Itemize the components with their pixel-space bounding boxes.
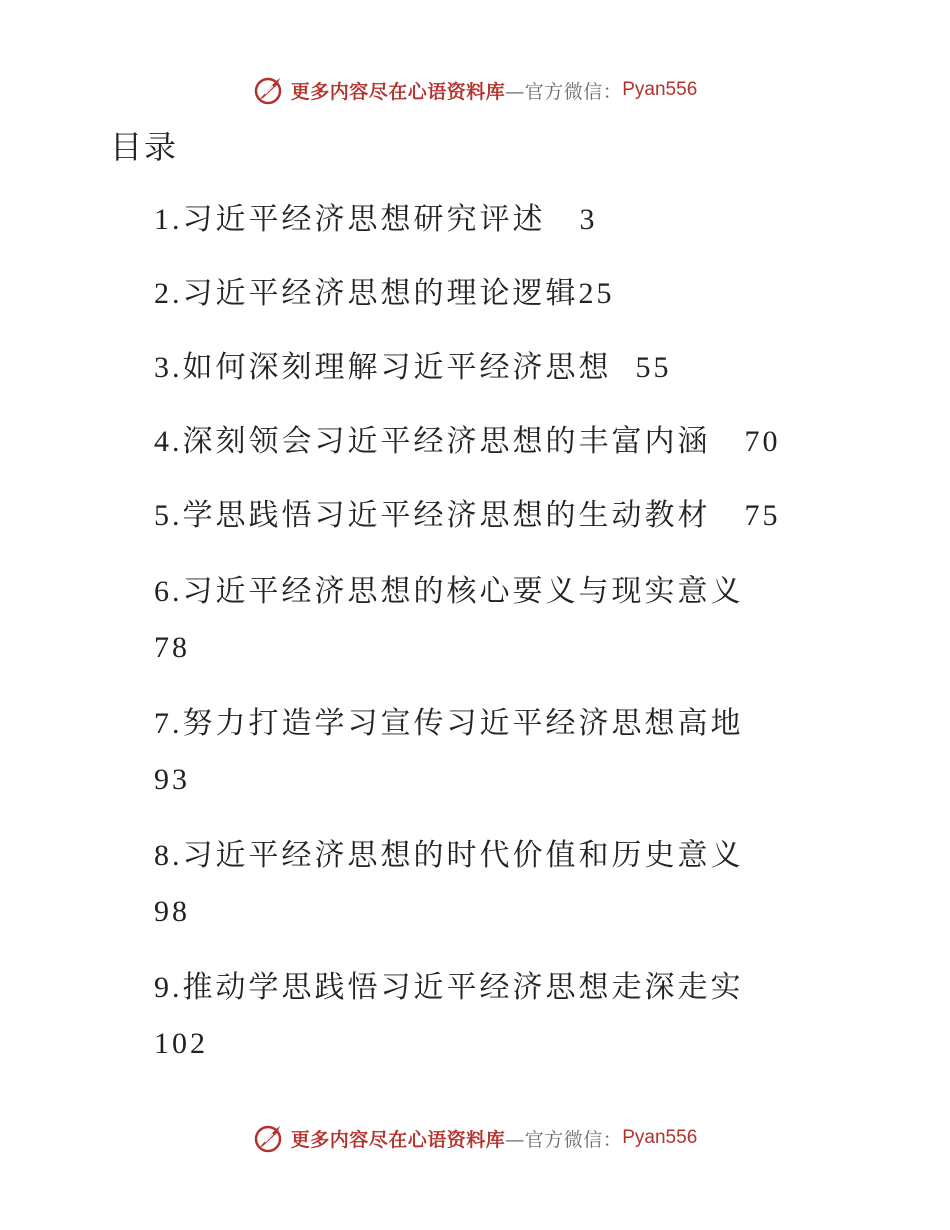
toc-item-page: 55 — [635, 351, 672, 384]
quill-logo-icon — [253, 1122, 285, 1154]
toc-item-page: 75 — [744, 499, 781, 532]
toc-item-title: 如何深刻理解习近平经济思想 — [182, 350, 612, 385]
banner-wechat-id: Pyan556 — [622, 1127, 698, 1148]
toc-item[interactable] — [154, 564, 814, 696]
toc-item[interactable] — [154, 342, 814, 416]
toc-item-title: 习近平经济思想的时代价值和历史意义 — [182, 838, 744, 873]
banner-main-text: 更多内容尽在心语资料库 — [290, 80, 506, 103]
toc-item-page: 3 — [579, 203, 598, 236]
toc-item-title: 习近平经济思想研究评述 — [182, 202, 546, 237]
banner-sub-text: —官方微信： — [505, 80, 623, 103]
toc-item-title: 深刻领会习近平经济思想的丰富内涵 — [182, 424, 711, 459]
toc-item-number: 8. — [154, 839, 183, 872]
toc-item-page: 25 — [578, 277, 615, 310]
toc-item[interactable] — [154, 828, 814, 960]
toc-item[interactable] — [154, 490, 814, 564]
toc-item-title: 努力打造学习宣传习近平经济思想高地 — [182, 706, 744, 741]
footer-watermark — [0, 1118, 950, 1158]
banner-sub-text: —官方微信： — [505, 1128, 623, 1151]
toc-item-number: 5. — [154, 499, 183, 532]
toc-item[interactable] — [154, 416, 814, 490]
banner-wechat-id: Pyan556 — [622, 79, 698, 100]
toc-item-number: 9. — [154, 971, 183, 1004]
toc-item[interactable] — [154, 696, 814, 828]
toc-item[interactable] — [154, 960, 814, 1092]
toc-item-number: 6. — [154, 575, 183, 608]
toc-title: 目录 — [110, 128, 179, 166]
toc-item-page: 102 — [154, 1027, 208, 1060]
toc-item-title: 习近平经济思想的核心要义与现实意义 — [182, 574, 744, 609]
banner-main-text: 更多内容尽在心语资料库 — [290, 1128, 506, 1151]
toc-item-number: 4. — [154, 425, 183, 458]
toc-item-number: 1. — [154, 203, 183, 236]
header-watermark — [0, 70, 950, 110]
quill-logo-icon — [253, 74, 285, 106]
toc-item-page: 78 — [154, 631, 190, 664]
toc-item[interactable] — [154, 268, 814, 342]
toc-item[interactable] — [154, 194, 814, 268]
toc-item-page: 98 — [154, 895, 190, 928]
toc-item-number: 7. — [154, 707, 183, 740]
toc-item-page: 70 — [744, 425, 781, 458]
toc-item-number: 2. — [154, 277, 183, 310]
toc-item-title: 推动学思践悟习近平经济思想走深走实 — [182, 970, 744, 1005]
toc-list — [154, 194, 814, 1092]
toc-item-title: 习近平经济思想的理论逻辑 — [182, 276, 579, 311]
toc-item-page: 93 — [154, 763, 190, 796]
toc-item-title: 学思践悟习近平经济思想的生动教材 — [182, 498, 711, 533]
toc-item-number: 3. — [154, 351, 183, 384]
